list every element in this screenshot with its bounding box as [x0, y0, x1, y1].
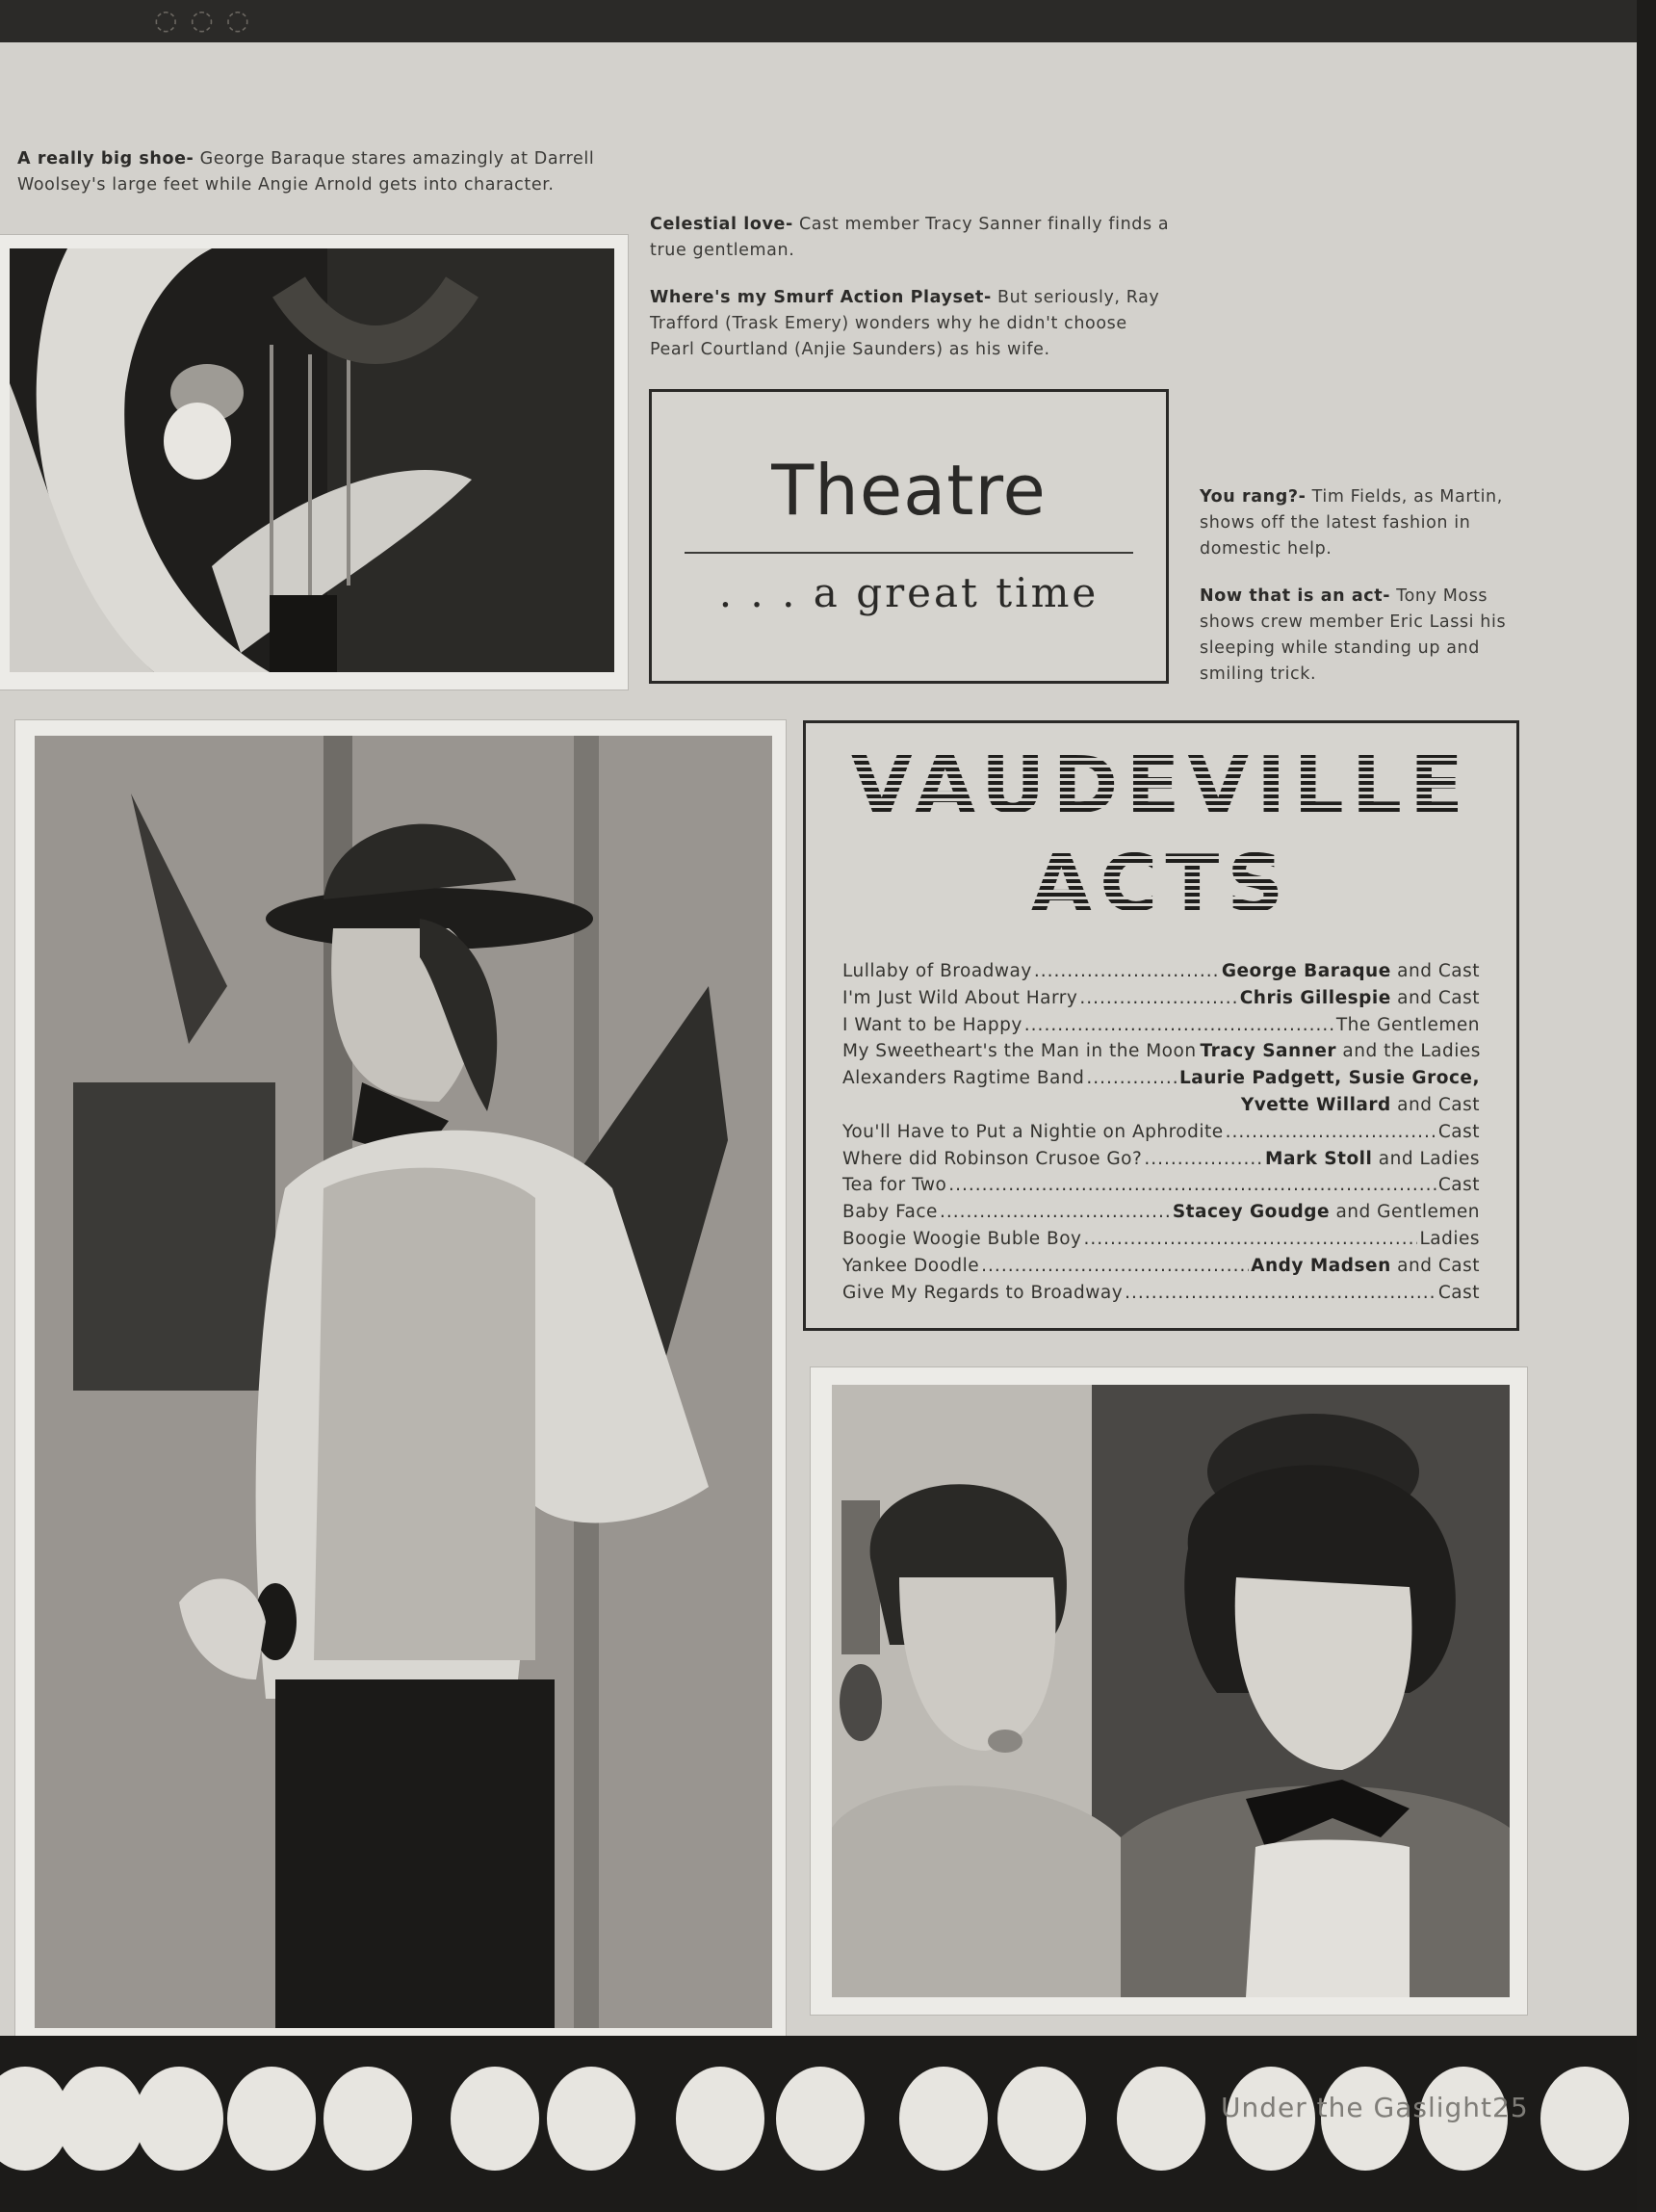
leader-dots: [1079, 985, 1237, 1012]
caption-act: [1200, 584, 1527, 688]
act-performers: [1438, 1280, 1480, 1307]
vaudeville-title: VAUDEVILLE: [851, 741, 1471, 832]
caption-text: Cast member Tracy Sanner finally finds a true gentleman.: [650, 215, 1170, 260]
act-cast: and Cast: [1390, 1255, 1480, 1276]
caption-lead: A really big shoe-: [17, 149, 194, 169]
act-performers: [1336, 1012, 1480, 1039]
act-cast: and Gentlemen: [1330, 1202, 1480, 1223]
act-star: Yvette Willard: [1240, 1094, 1391, 1115]
film-strip-oval: [135, 2067, 223, 2171]
act-row: [842, 1172, 1480, 1199]
film-strip-oval: [227, 2067, 316, 2171]
film-strip-oval: [56, 2067, 144, 2171]
act-star: Mark Stoll: [1265, 1148, 1373, 1169]
act-cast: The Gentlemen: [1335, 1014, 1480, 1035]
act-row: [842, 1280, 1480, 1307]
film-strip-oval: [899, 2067, 988, 2171]
act-row: [842, 1038, 1480, 1065]
act-row: [842, 1012, 1480, 1039]
act-song-title: Yankee Doodle: [842, 1255, 980, 1276]
duo-photo: [832, 1385, 1510, 1997]
act-performers: [1265, 1146, 1480, 1173]
leader-dots: [1125, 1280, 1436, 1307]
act-cast: and the Ladies: [1336, 1041, 1481, 1062]
act-row: [842, 958, 1480, 985]
leader-dots: [1144, 1146, 1263, 1173]
act-row: [842, 1199, 1480, 1226]
act-row: [842, 1065, 1480, 1092]
photo-frame-performer: [15, 720, 786, 2047]
act-star: George Baraque: [1221, 961, 1391, 981]
leader-dots: [940, 1199, 1171, 1226]
act-song-title: I'm Just Wild About Harry: [842, 987, 1078, 1008]
act-cast: and Cast: [1390, 961, 1480, 981]
film-strip-oval: [997, 2067, 1086, 2171]
act-song-title: Boogie Woogie Buble Boy: [842, 1228, 1082, 1249]
act-performers: [1240, 985, 1480, 1012]
act-cast: Cast: [1437, 1175, 1480, 1196]
act-row: [842, 1226, 1480, 1253]
act-row: [842, 985, 1480, 1012]
page-edge: [1637, 0, 1656, 2212]
act-row: [842, 1119, 1480, 1146]
act-cast: and Ladies: [1372, 1148, 1480, 1169]
film-strip-oval: [1540, 2067, 1629, 2171]
leader-dots: [1086, 1065, 1177, 1092]
film-strip-oval: [547, 2067, 635, 2171]
act-cast: Ladies: [1419, 1228, 1480, 1249]
caption-lead: Where's my Smurf Action Playset-: [650, 288, 992, 307]
caption-smurf: [650, 285, 1170, 363]
leader-dots: [948, 1172, 1436, 1199]
page-number: 25: [1492, 2092, 1529, 2123]
act-star: Chris Gillespie: [1239, 987, 1391, 1008]
act-song-title: I Want to be Happy: [842, 1014, 1022, 1035]
torn-lettering-fragment: ◌ ◌ ◌: [154, 4, 252, 36]
act-performers: [1251, 1253, 1480, 1280]
caption-column-right: [1200, 484, 1527, 709]
film-strip-oval: [1117, 2067, 1205, 2171]
act-song-title: You'll Have to Put a Nightie on Aphrodite: [842, 1121, 1224, 1142]
leader-dots: [1084, 1226, 1418, 1253]
act-star: Laurie Padgett, Susie Groce,: [1178, 1068, 1480, 1089]
caption-you-rang: [1200, 484, 1527, 562]
caption-celestial: [650, 212, 1170, 264]
film-strip-oval: [323, 2067, 412, 2171]
act-performers: [1438, 1119, 1480, 1146]
act-song-title: Baby Face: [842, 1202, 938, 1223]
act-star: Tracy Sanner: [1200, 1041, 1337, 1062]
act-song-title: Tea for Two: [842, 1175, 947, 1196]
caption-lead: You rang?-: [1200, 487, 1307, 507]
act-song-title: Lullaby of Broadway: [842, 961, 1032, 981]
theatre-title-box: [649, 389, 1169, 684]
act-cast: Cast: [1437, 1282, 1480, 1303]
top-binding-strip: [0, 0, 1656, 42]
act-performers: [1438, 1172, 1480, 1199]
act-performers: [1222, 958, 1480, 985]
footer-section: Under the Gaslight: [1221, 2092, 1493, 2123]
act-performers: [1201, 1038, 1481, 1065]
moon-scene-photo: [10, 248, 614, 672]
photo-frame-moon: [0, 235, 628, 690]
photo-frame-duo: [811, 1367, 1527, 2015]
section-subtitle: . . . a great time: [718, 569, 1100, 616]
page-footer: [1221, 2092, 1529, 2123]
act-song-title: Alexanders Ragtime Band: [842, 1068, 1085, 1089]
acts-list: [842, 958, 1480, 1306]
act-performers: [1179, 1065, 1480, 1092]
leader-dots: [981, 1253, 1249, 1280]
act-performers: [1241, 1092, 1480, 1119]
act-song-title: Give My Regards to Broadway: [842, 1282, 1124, 1303]
section-title: Theatre: [771, 450, 1047, 531]
act-song-title: My Sweetheart's the Man in the Moon: [842, 1041, 1197, 1062]
act-cast: Cast: [1437, 1121, 1480, 1142]
act-row: [842, 1092, 1480, 1119]
act-performers: [1173, 1199, 1480, 1226]
vaudeville-acts-box: [803, 720, 1519, 1331]
title-divider: [685, 552, 1133, 554]
caption-text: George Baraque stares amazingly at Darrell Woolsey's large feet while Angie Arnold gets into character.: [17, 149, 595, 195]
caption-text: But seriously, Ray Trafford (Trask Emery) wonders why he didn't choose Pearl Courtland (Anjie Saunders) as his wife.: [650, 288, 1160, 359]
act-song-title: Where did Robinson Crusoe Go?: [842, 1148, 1143, 1169]
act-star: Stacey Goudge: [1172, 1202, 1331, 1223]
caption-text: Tony Moss shows crew member Eric Lassi his sleeping while standing up and smiling trick.: [1200, 586, 1507, 684]
film-strip-oval: [451, 2067, 539, 2171]
act-performers: [1419, 1226, 1480, 1253]
act-cast: and Cast: [1390, 987, 1480, 1008]
act-row: [842, 1253, 1480, 1280]
leader-dots: [1226, 1119, 1436, 1146]
caption-column-top: [650, 212, 1170, 384]
film-strip-oval: [676, 2067, 764, 2171]
act-star: Andy Madsen: [1251, 1255, 1391, 1276]
caption-text: Tim Fields, as Martin, shows off the latest fashion in domestic help.: [1200, 487, 1503, 559]
acts-title: ACTS: [1030, 839, 1292, 930]
act-row: [842, 1146, 1480, 1173]
caption-lead: Celestial love-: [650, 215, 793, 234]
performer-photo: [35, 736, 772, 2028]
film-strip-oval: [776, 2067, 865, 2171]
leader-dots: [1034, 958, 1220, 985]
caption-big-shoe: [17, 146, 614, 198]
caption-lead: Now that is an act-: [1200, 586, 1391, 606]
leader-dots: [1024, 1012, 1334, 1039]
act-cast: and Cast: [1390, 1094, 1480, 1115]
